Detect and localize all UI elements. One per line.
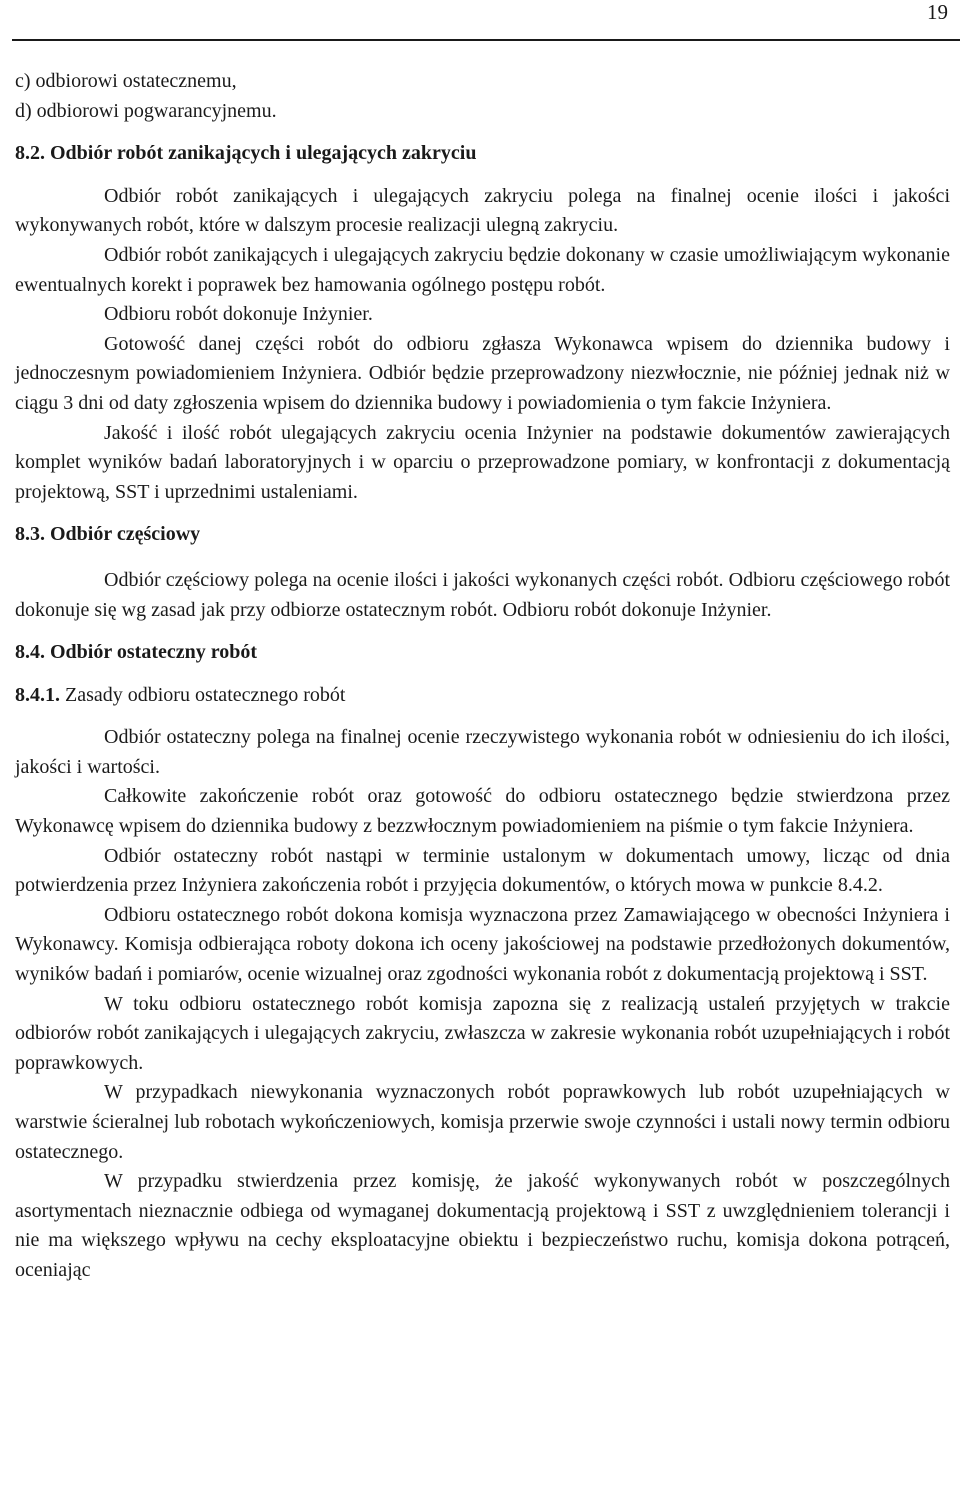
paragraph: Odbioru robót dokonuje Inżynier. (104, 303, 373, 326)
paragraph: Odbioru ostatecznego robót dokona komisja wyznaczona przez Zamawiającego w obecności Inżyniera i Wykonawcy. Komisja odbierająca roboty dokona ich oceny jakościowej na podstawie przedłożonych dokumentów, wyników badań i pomiarów, ocenie wizualnej oraz zgodności wykonania robót z dokumentacją projektową i SST. (15, 903, 950, 986)
paragraph: Gotowość danej części robót do odbioru zgłasza Wykonawca wpisem do dziennika budowy i jednoczesnym powiadomieniem Inżyniera. Odbiór będzie przeprowadzony niezwłocznie, nie później jednak niż w ciągu 3 dni od daty zgłoszenia wpisem do dziennika budowy i powiadomienia o tym fakcie Inżyniera. (15, 332, 950, 414)
heading-8-2 (15, 139, 950, 169)
heading-title: Zasady odbioru ostatecznego robót (65, 683, 346, 706)
paragraph: Odbiór robót zanikających i ulegających zakryciu polega na finalnej ocenie ilości i jakości wykonywanych robót, które w dalszym procesie realizacji ulegną zakryciu. (15, 184, 950, 237)
page-number: 19 (927, 0, 948, 24)
heading-number: 8.3. (15, 523, 45, 546)
paragraph: W przypadku stwierdzenia przez komisję, że jakość wykonywanych robót w poszczególnych asortymentach nieznacznie odbiega od wymaganej dokumentacją projektową i SST z uwzględnieniem tolerancji i nie ma większego wpływu na cechy eksploatacyjne obiektu i bezpieczeństwo ruchu, komisja dokona potrąceń, oceniając (15, 1170, 950, 1281)
heading-title: Odbiór ostateczny robót (50, 641, 258, 664)
paragraph: Całkowite zakończenie robót oraz gotowość do odbioru ostatecznego będzie stwierdzona przez Wykonawcę wpisem do dziennika budowy z bezzwłocznym powiadomieniem na piśmie o tym fakcie Inżyniera. (15, 785, 950, 838)
list-item-d: d) odbiorowi pogwarancyjnemu. (15, 99, 277, 122)
heading-8-4-1 (15, 681, 950, 711)
paragraph: Odbiór robót zanikających i ulegających zakryciu będzie dokonany w czasie umożliwiającym wykonanie ewentualnych korekt i poprawek bez hamowania ogólnego postępu robót. (15, 243, 950, 296)
heading-number: 8.2. (15, 142, 45, 165)
paragraph: Odbiór częściowy polega na ocenie ilości i jakości wykonanych części robót. Odbioru częściowego robót dokonuje się wg zasad jak przy odbiorze ostatecznym robót. Odbioru robót dokonuje Inżynier. (15, 568, 950, 621)
heading-8-3 (15, 520, 950, 550)
paragraph: W toku odbioru ostatecznego robót komisja zapozna się z realizacją ustaleń przyjętych w trakcie odbiorów robót zanikających i ulegających zakryciu, zwłaszcza w zakresie wykonania robót uzupełniających i robót poprawkowych. (15, 992, 950, 1074)
paragraph: Jakość i ilość robót ulegających zakryciu ocenia Inżynier na podstawie dokumentów zawierających komplet wyników badań laboratoryjnych i w oparciu o przeprowadzone pomiary, w konfrontacji z dokumentacją projektową, SST i uprzednimi ustaleniami. (15, 421, 950, 503)
document-body (15, 67, 950, 1286)
paragraph: W przypadkach niewykonania wyznaczonych robót poprawkowych lub robót uzupełniających w warstwie ścieralnej lub robotach wykończeniowych, komisja przerwie swoje czynności i ustali nowy termin odbioru ostatecznego. (15, 1081, 950, 1163)
list-item-c: c) odbiorowi ostatecznemu, (15, 70, 237, 92)
heading-title: Odbiór robót zanikających i ulegających zakryciu (50, 142, 477, 165)
heading-number: 8.4.1. (15, 683, 60, 706)
header-rule (12, 39, 960, 41)
heading-number: 8.4. (15, 641, 45, 664)
heading-8-4 (15, 638, 950, 668)
paragraph: Odbiór ostateczny polega na finalnej ocenie rzeczywistego wykonania robót w odniesieniu do ich ilości, jakości i wartości. (15, 726, 950, 778)
heading-title: Odbiór częściowy (50, 523, 201, 546)
paragraph: Odbiór ostateczny robót nastąpi w terminie ustalonym w dokumentach umowy, licząc od dnia potwierdzenia przez Inżyniera zakończenia robót i przyjęcia dokumentów, o których mowa w punkcie 8.4.2. (15, 844, 950, 897)
